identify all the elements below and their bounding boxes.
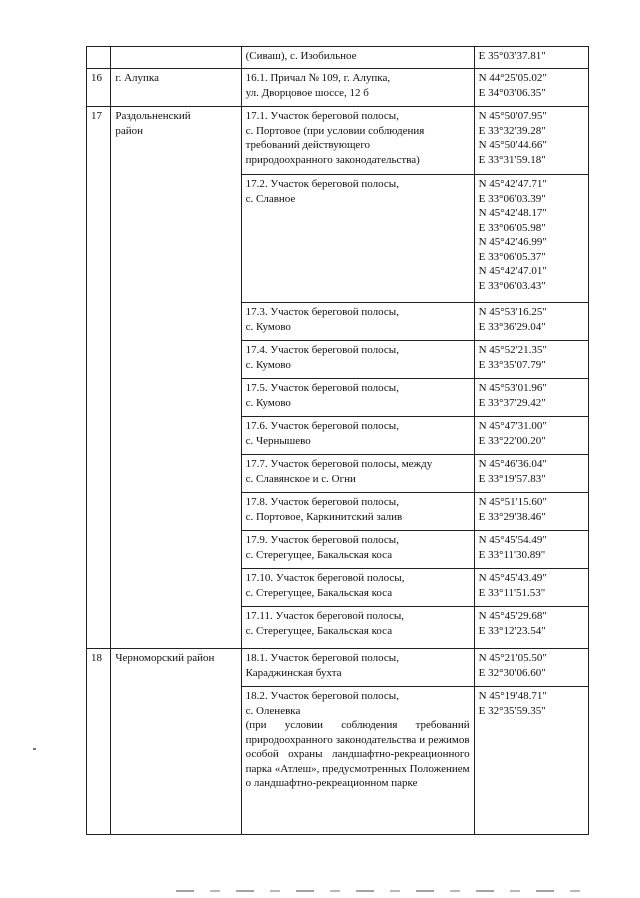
row-number-cell: 18 [87,649,111,835]
scan-artifact [33,748,36,750]
coordinates-cell: N 45°45'29.68" E 33°12'23.54" [474,607,588,649]
coordinates-cell: N 45°45'43.49" E 33°11'51.53" [474,569,588,607]
site-cell: (Сиваш), с. Изобильное [241,47,474,69]
district-cell: Раздольненский район [111,107,241,649]
coordinates-cell: N 45°45'54.49" E 33°11'30.89" [474,531,588,569]
site-cell: 17.5. Участок береговой полосы, с. Кумово [241,379,474,417]
site-cell: 17.1. Участок береговой полосы, с. Портовое (при условии соблюдения требований действующего природоохранного законодательства) [241,107,474,175]
site-cell: 17.4. Участок береговой полосы, с. Кумово [241,341,474,379]
row-number-cell [87,47,111,69]
site-cell: 17.6. Участок береговой полосы, с. Чернышево [241,417,474,455]
table-row [87,649,589,687]
site-cell: 17.9. Участок береговой полосы, с. Стерегущее, Бакальская коса [241,531,474,569]
coordinates-cell: N 45°19'48.71" E 32°35'59.35" [474,687,588,835]
coordinates-cell: N 45°42'47.71" E 33°06'03.39" N 45°42'48.17" E 33°06'05.98" N 45°42'46.99" E 33°06'05.37" N 45°42'47.01" E 33°06'03.43" [474,175,588,303]
coordinates-cell: N 45°47'31.00" E 33°22'00.20" [474,417,588,455]
coordinates-cell: N 45°46'36.04" E 33°19'57.83" [474,455,588,493]
row-number-cell: 17 [87,107,111,649]
coordinates-cell: N 45°21'05.50" E 32°30'06.60" [474,649,588,687]
site-cell: 17.2. Участок береговой полосы, с. Славное [241,175,474,303]
district-cell [111,47,241,69]
district-cell: Черноморский район [111,649,241,835]
coordinates-cell: N 45°50'07.95" E 33°32'39.28" N 45°50'44.66" E 33°31'59.18" [474,107,588,175]
coordinates-cell: N 45°53'16.25" E 33°36'29.04" [474,303,588,341]
site-cell: 17.8. Участок береговой полосы, с. Портовое, Каркинитский залив [241,493,474,531]
table-row [87,107,589,175]
site-cell: 18.1. Участок береговой полосы, Караджинская бухта [241,649,474,687]
district-cell: г. Алупка [111,69,241,107]
coordinates-cell: E 35°03'37.81" [474,47,588,69]
site-cell: 17.11. Участок береговой полосы, с. Стерегущее, Бакальская коса [241,607,474,649]
site-cell: 18.2. Участок береговой полосы, с. Оленевка (при условии соблюдения требований природоохранного законодательства и режимов особой охраны ландшафтно-рекреационного парка «Атлеш», предусмотренных Положением о ландшафтно-рекреационном парке [241,687,474,835]
site-cell: 17.10. Участок береговой полосы, с. Стерегущее, Бакальская коса [241,569,474,607]
scan-artifact [176,890,596,892]
site-cell: 16.1. Причал № 109, г. Алупка, ул. Дворцовое шоссе, 12 б [241,69,474,107]
row-number-cell: 16 [87,69,111,107]
coordinates-cell: N 45°52'21.35" E 33°35'07.79" [474,341,588,379]
coordinates-cell: N 44°25'05.02" E 34°03'06.35" [474,69,588,107]
coordinates-table [86,46,589,835]
site-cell: 17.3. Участок береговой полосы, с. Кумово [241,303,474,341]
site-cell: 17.7. Участок береговой полосы, между с. Славянское и с. Огни [241,455,474,493]
table-row [87,47,589,69]
table-row [87,69,589,107]
coordinates-cell: N 45°51'15.60" E 33°29'38.46" [474,493,588,531]
coordinates-cell: N 45°53'01.96" E 33°37'29.42" [474,379,588,417]
